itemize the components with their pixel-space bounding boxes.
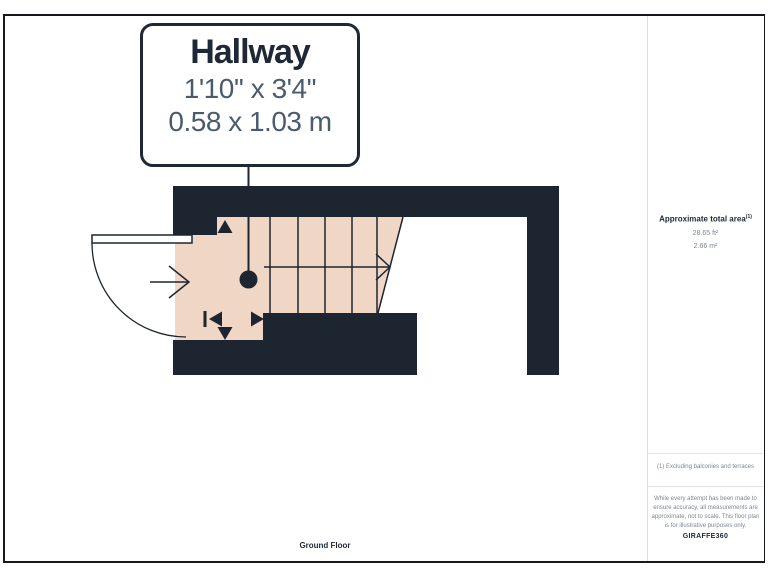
- area-footnote: (1) Excluding balconies and terraces: [656, 464, 755, 470]
- wall-right: [527, 186, 559, 375]
- total-area-sqm: 2.66 m²: [693, 242, 718, 250]
- total-area-block: [647, 214, 764, 250]
- total-area-heading: Approximate total area$^{(1)}$: [659, 214, 752, 224]
- wall-bottom-under-stairs: [263, 313, 417, 375]
- marker-left-bar: [204, 311, 207, 327]
- door-swing-arc: [92, 243, 186, 337]
- room-label-box[interactable]: [140, 23, 360, 167]
- sidebar-divider: [648, 486, 763, 487]
- sidebar-separator: [647, 16, 648, 561]
- wall-top: [173, 186, 559, 217]
- room-dims-imperial: 1'10'' x 3'4'': [183, 73, 317, 104]
- total-area-sqft: 28.65 ft²: [692, 229, 719, 237]
- room-name: Hallway: [190, 33, 310, 71]
- footnote-marker: (1): [745, 214, 752, 220]
- label-anchor-dot: [240, 271, 258, 289]
- wall-top-left-block: [173, 186, 217, 235]
- wall-bottom-left: [173, 340, 263, 375]
- info-sidebar: [647, 16, 764, 561]
- disclaimer-text: While every attempt has been made to ensure accuracy, all measurements are approximate, not to scale. This floor plan is for illustrative purposes only.: [651, 496, 760, 529]
- floor-name-label: Ground Floor: [299, 541, 351, 550]
- sidebar-divider: [648, 453, 763, 454]
- brand-logo: GIRAFFE360: [682, 533, 729, 540]
- room-dims-metric: 0.58 x 1.03 m: [168, 106, 332, 138]
- door-leaf: [92, 235, 192, 243]
